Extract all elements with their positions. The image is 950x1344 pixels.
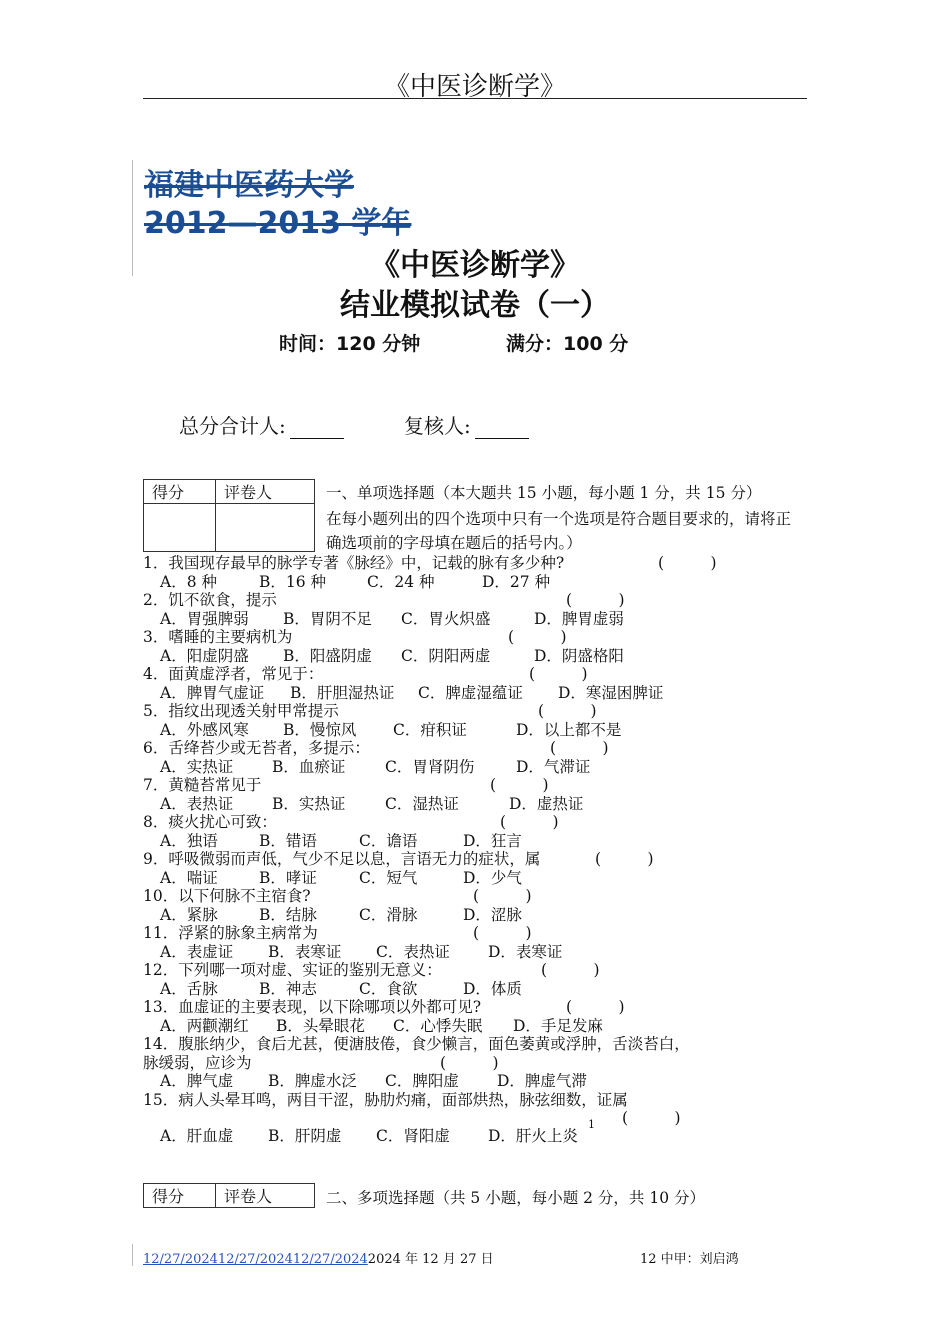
reviewer-label: 复核人: — [404, 414, 471, 438]
question-text-cont: 脉缓弱，应诊为 — [143, 1053, 252, 1072]
grader-header: 评卷人 — [216, 480, 315, 504]
option-d: D．27 种 — [482, 572, 551, 591]
question-text: 5．指纹出现透关射甲常提示 — [143, 702, 339, 720]
option-a: A．两颧潮红 — [160, 1016, 249, 1035]
header-rule — [143, 98, 807, 99]
option-d: D．涩脉 — [463, 905, 522, 924]
option-c: C．表热证 — [376, 942, 450, 961]
section1-instruction-2: 确选项前的字母填在题后的括号内。） — [326, 534, 582, 552]
option-b: B．脾虚水泛 — [268, 1072, 357, 1091]
answer-parentheses[interactable]: ( ) — [500, 813, 559, 831]
option-b: B．16 种 — [259, 572, 327, 591]
question-text: 7．黄糙苔常见于 — [143, 776, 262, 794]
option-b: B．头晕眼花 — [276, 1016, 365, 1035]
option-c: C．湿热证 — [385, 794, 459, 813]
option-a: A．8 种 — [160, 572, 217, 591]
option-c: C．肾阳虚 — [376, 1127, 450, 1145]
score-header: 得分 — [144, 1184, 216, 1208]
score-box-section1 — [143, 479, 315, 552]
option-c: C．胃肾阴伤 — [385, 757, 475, 776]
question-text: 11．浮紧的脉象主病常为 — [143, 924, 318, 942]
footer-date-link[interactable]: 12/27/202412/27/202412/27/2024 — [143, 1252, 368, 1267]
option-b: B．阳盛阴虚 — [283, 646, 372, 665]
question-text: 15．病人头晕耳鸣，两目干涩，胁肋灼痛，面部烘热，脉弦细数，证属 — [143, 1091, 628, 1109]
question-text: 8．痰火扰心可致： — [143, 813, 277, 831]
exam-subtitle: 结业模拟试卷（一） — [340, 288, 610, 323]
answer-parentheses[interactable]: ( ) — [566, 998, 625, 1016]
option-b: B．血瘀证 — [272, 757, 346, 776]
answer-parentheses[interactable]: ( ) — [658, 554, 717, 572]
exam-full-score: 满分：100 分 — [506, 333, 629, 355]
option-c: C．疳积证 — [393, 720, 467, 739]
footer-date: 2024 年 12 月 27 日 — [367, 1252, 494, 1267]
question-text: 10．以下何脉不主宿食? — [143, 887, 311, 905]
footer-change-bar — [132, 1244, 133, 1266]
struck-university: 福建中医药大学 — [144, 168, 354, 203]
option-d: D．以上都不是 — [516, 720, 622, 739]
option-a: A．紧脉 — [160, 905, 218, 924]
option-b: B．肝胆湿热证 — [290, 683, 395, 702]
option-d: D．阴盛格阳 — [534, 646, 624, 665]
option-c: C．食欲 — [359, 979, 418, 998]
answer-parentheses[interactable]: ( ) — [595, 850, 654, 868]
answer-parentheses[interactable]: ( ) — [508, 628, 567, 646]
option-c: C．脾虚湿蕴证 — [418, 683, 523, 702]
option-c: C．胃火炽盛 — [401, 609, 491, 628]
footer-right: 12 中甲：刘启鸿 — [640, 1252, 739, 1267]
option-a: A．外感风寒 — [160, 720, 249, 739]
answer-parentheses[interactable]: ( ) — [490, 776, 549, 794]
option-b: B．结脉 — [259, 905, 317, 924]
struck-year: 2012—2013 学年 — [144, 206, 412, 241]
option-d: D．表寒证 — [488, 942, 563, 961]
exam-title: 《中医诊断学》 — [370, 248, 580, 283]
option-b: B．错语 — [259, 831, 317, 850]
option-d: D．狂言 — [463, 831, 522, 850]
section2-title: 二、多项选择题（共 5 小题，每小题 2 分，共 10 分） — [326, 1189, 706, 1207]
total-signer — [179, 410, 344, 439]
answer-parentheses[interactable]: ( ) — [473, 887, 532, 905]
question-text: 14．腹胀纳少，食后尤甚，便溏肢倦，食少懒言，面色萎黄或浮肿，舌淡苔白， — [143, 1035, 690, 1053]
question-text: 1．我国现存最早的脉学专著《脉经》中，记载的脉有多少种? — [143, 554, 565, 572]
option-c: C．谵语 — [359, 831, 418, 850]
option-a: A．表虚证 — [160, 942, 234, 961]
option-b: B．实热证 — [272, 794, 346, 813]
option-a: A．表热证 — [160, 794, 234, 813]
option-b: B．慢惊风 — [283, 720, 357, 739]
answer-parentheses[interactable]: ( ) — [550, 739, 609, 757]
header-title: 《中医诊断学》 — [383, 72, 566, 102]
option-b: B．胃阴不足 — [283, 609, 372, 628]
answer-parentheses[interactable]: ( ) — [541, 961, 600, 979]
option-d: D．少气 — [463, 868, 522, 887]
option-d: D．气滞证 — [516, 757, 591, 776]
question-text: 13．血虚证的主要表现，以下除哪项以外都可见? — [143, 998, 482, 1016]
option-a: A．独语 — [160, 831, 218, 850]
option-d: D．肝火上炎 — [488, 1127, 578, 1145]
answer-parentheses[interactable]: ( ) — [529, 665, 588, 683]
option-a: A．胃强脾弱 — [160, 609, 249, 628]
option-b: B．哮证 — [259, 868, 317, 887]
option-a: A．脾胃气虚证 — [160, 683, 265, 702]
option-d: D．脾胃虚弱 — [534, 609, 624, 628]
option-a: A．实热证 — [160, 757, 234, 776]
option-b: B．神志 — [259, 979, 317, 998]
option-a: A．脾气虚 — [160, 1072, 234, 1091]
grader-header: 评卷人 — [216, 1184, 315, 1208]
question-text: 9．呼吸微弱而声低，气少不足以息，言语无力的症状，属 — [143, 850, 541, 868]
exam-time: 时间：120 分钟 — [279, 333, 421, 355]
option-d: D．脾虚气滞 — [497, 1072, 587, 1091]
page-number: 1 — [588, 1118, 595, 1131]
score-cell[interactable] — [144, 504, 216, 552]
option-a: A．舌脉 — [160, 979, 218, 998]
option-c: C．24 种 — [367, 572, 435, 591]
answer-parentheses[interactable]: ( ) — [622, 1109, 681, 1127]
option-c: C．阴阳两虚 — [401, 646, 491, 665]
answer-parentheses[interactable]: ( ) — [538, 702, 597, 720]
option-a: A．喘证 — [160, 868, 218, 887]
question-text: 3．嗜睡的主要病机为 — [143, 628, 293, 646]
question-text: 2．饥不欲食，提示 — [143, 591, 277, 609]
option-d: D．体质 — [463, 979, 522, 998]
score-box-section2 — [143, 1183, 315, 1208]
option-c: C．短气 — [359, 868, 418, 887]
total-signer-label: 总分合计人: — [179, 414, 286, 438]
option-a: A．阳虚阴盛 — [160, 646, 249, 665]
question-text: 4．面黄虚浮者，常见于： — [143, 665, 324, 683]
option-a: A．肝血虚 — [160, 1127, 234, 1145]
question-text: 12．下列哪一项对虚、实证的鉴别无意义： — [143, 961, 442, 979]
option-c: C．脾阳虚 — [385, 1072, 459, 1091]
option-c: C．滑脉 — [359, 905, 418, 924]
option-d: D．虚热证 — [509, 794, 584, 813]
option-d: D．手足发麻 — [513, 1016, 603, 1035]
section1-instruction-1: 在每小题列出的四个选项中只有一个选项是符合题目要求的，请将正 — [326, 510, 792, 528]
section1-title: 一、单项选择题（本大题共 15 小题，每小题 1 分，共 15 分） — [326, 484, 762, 502]
footer-dates — [143, 1248, 494, 1267]
total-signer-blank[interactable] — [290, 418, 344, 439]
answer-parentheses[interactable]: ( ) — [440, 1053, 499, 1072]
option-b: B．表寒证 — [268, 942, 342, 961]
reviewer-blank[interactable] — [475, 418, 529, 439]
answer-parentheses[interactable]: ( ) — [566, 591, 625, 609]
answer-parentheses[interactable]: ( ) — [473, 924, 532, 942]
option-d: D．寒湿困脾证 — [558, 683, 664, 702]
score-header: 得分 — [144, 480, 216, 504]
option-b: B．肝阴虚 — [268, 1127, 342, 1145]
option-c: C．心悸失眠 — [393, 1016, 483, 1035]
reviewer — [404, 410, 529, 439]
question-text: 6．舌绛苔少或无苔者，多提示： — [143, 739, 370, 757]
grader-cell[interactable] — [216, 504, 315, 552]
